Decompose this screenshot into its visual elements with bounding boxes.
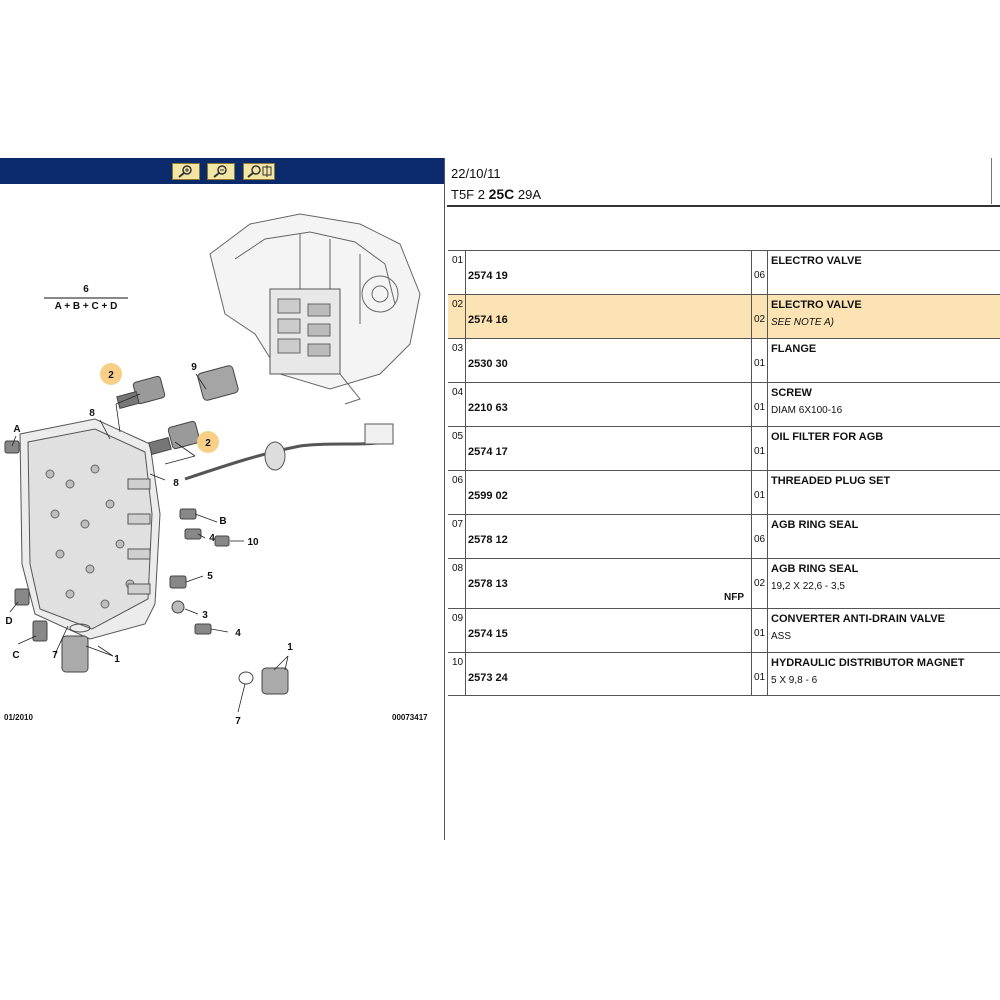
header-scrollbar[interactable] xyxy=(991,158,1000,204)
table-row[interactable] xyxy=(448,382,1000,426)
part-note: SEE NOTE A) xyxy=(771,317,834,328)
table-row[interactable] xyxy=(448,514,1000,558)
nfp-flag: NFP xyxy=(724,592,744,603)
panel-divider[interactable] xyxy=(444,158,445,840)
part-description: SCREW xyxy=(771,387,812,399)
valve-body-plate-drawing xyxy=(20,419,160,639)
callout-label: 7 xyxy=(235,716,241,727)
line-number: 06 xyxy=(452,475,464,486)
diagram-code: 00073417 xyxy=(392,713,428,722)
callout-label: 2 xyxy=(205,438,211,449)
part-description: AGB RING SEAL xyxy=(771,563,859,575)
callout-label: 4 xyxy=(209,533,215,544)
part-quantity: 01 xyxy=(754,446,766,457)
part-quantity: 01 xyxy=(754,628,766,639)
line-number: 02 xyxy=(452,299,464,310)
diagram-viewer xyxy=(0,158,444,840)
zoom-fit-icon xyxy=(244,164,274,179)
part-reference: 2574 19 xyxy=(468,270,508,282)
part-quantity: 01 xyxy=(754,672,766,683)
connector-drawing xyxy=(265,442,285,470)
zoom-in-icon xyxy=(173,164,199,179)
callout-label: C xyxy=(12,650,20,661)
table-row[interactable] xyxy=(448,338,1000,382)
flange-drawing xyxy=(197,365,239,401)
part-note: DIAM 6X100-16 xyxy=(771,405,843,416)
group-number: 6 xyxy=(83,284,89,295)
part-description: THREADED PLUG SET xyxy=(771,475,891,487)
diagram-date: 01/2010 xyxy=(4,713,33,722)
part-note: 5 X 9,8 - 6 xyxy=(771,675,818,686)
callout-label: 1 xyxy=(114,654,120,665)
zoom-in-button[interactable] xyxy=(172,163,200,180)
part-reference: 2599 02 xyxy=(468,490,508,502)
part-quantity: 01 xyxy=(754,490,766,501)
part-quantity: 06 xyxy=(754,270,766,281)
table-row[interactable] xyxy=(448,470,1000,514)
callout-label: 8 xyxy=(89,408,95,419)
parts-table xyxy=(448,250,1000,696)
table-row[interactable] xyxy=(448,426,1000,470)
part-description: FLANGE xyxy=(771,343,817,355)
part-reference: 2578 12 xyxy=(468,534,508,546)
callout-label: 7 xyxy=(52,650,58,661)
line-number: 07 xyxy=(452,519,464,530)
callout-label: 2 xyxy=(108,370,114,381)
part-quantity: 06 xyxy=(754,534,766,545)
part-description: ELECTRO VALVE xyxy=(771,255,862,267)
plug-drawing xyxy=(365,424,393,444)
callout-label: B xyxy=(219,516,227,527)
table-row[interactable] xyxy=(448,250,1000,294)
callout-label: A xyxy=(13,424,21,435)
part-note: 19,2 X 22,6 - 3,5 xyxy=(771,581,845,592)
line-number: 10 xyxy=(452,657,464,668)
callout-label: D xyxy=(5,616,13,627)
part-note: ASS xyxy=(771,631,792,642)
part-description: AGB RING SEAL xyxy=(771,519,859,531)
callout-label: 3 xyxy=(202,610,208,621)
line-number: 03 xyxy=(452,343,464,354)
part-description: HYDRAULIC DISTRIBUTOR MAGNET xyxy=(771,657,965,669)
part-reference: 2530 30 xyxy=(468,358,508,370)
part-quantity: 01 xyxy=(754,358,766,369)
table-row-selected[interactable] xyxy=(448,294,1000,338)
part-quantity: 01 xyxy=(754,402,766,413)
part-reference: 2574 17 xyxy=(468,446,508,458)
catalog-date: 22/10/11 xyxy=(451,166,501,181)
table-row[interactable] xyxy=(448,652,1000,696)
line-number: 09 xyxy=(452,613,464,624)
part-reference: 2574 16 xyxy=(468,314,508,326)
table-row[interactable] xyxy=(448,558,1000,608)
part-reference: 2210 63 xyxy=(468,402,508,414)
part-quantity: 02 xyxy=(754,314,766,325)
group-formula: A + B + C + D xyxy=(54,301,118,312)
part-reference: 2574 15 xyxy=(468,628,508,640)
part-description: CONVERTER ANTI-DRAIN VALVE xyxy=(771,613,945,625)
part-description: OIL FILTER FOR AGB xyxy=(771,431,884,443)
gearbox-housing-drawing xyxy=(210,214,420,404)
zoom-out-icon xyxy=(208,164,234,179)
viewer-toolbar xyxy=(0,158,444,184)
catalog-reference: T5F 2 25C 29A xyxy=(451,186,542,202)
zoom-fit-button[interactable] xyxy=(243,163,275,180)
part-description: ELECTRO VALVE xyxy=(771,299,862,311)
callout-label: 5 xyxy=(207,571,213,582)
callout-label: 10 xyxy=(247,537,259,548)
part-reference: 2573 24 xyxy=(468,672,508,684)
callout-label: 8 xyxy=(173,478,179,489)
callout-label: 4 xyxy=(235,628,241,639)
callout-label: 9 xyxy=(191,362,197,373)
part-reference: 2578 13 xyxy=(468,578,508,590)
line-number: 04 xyxy=(452,387,464,398)
line-number: 05 xyxy=(452,431,464,442)
part-quantity: 02 xyxy=(754,578,766,589)
zoom-out-button[interactable] xyxy=(207,163,235,180)
line-number: 01 xyxy=(452,255,464,266)
header-divider xyxy=(447,205,1000,207)
exploded-parts-diagram xyxy=(0,184,444,840)
table-row[interactable] xyxy=(448,608,1000,652)
callout-label: 1 xyxy=(287,642,293,653)
line-number: 08 xyxy=(452,563,464,574)
